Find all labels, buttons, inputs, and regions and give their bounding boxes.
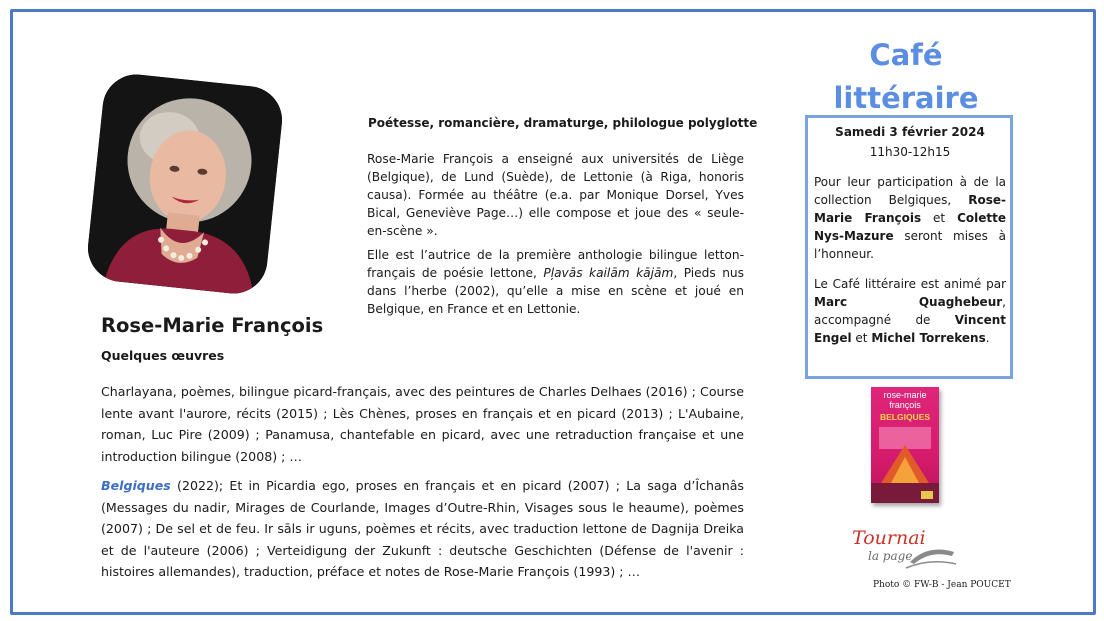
author-name: Rose-Marie François (101, 314, 324, 337)
event-participants (814, 173, 1006, 263)
logo-line2: la page (868, 549, 913, 563)
event-text: Pour leur participation à de la collection Belgiques, (814, 175, 1006, 207)
book-cover (871, 387, 939, 503)
logo-line1: Tournai (852, 527, 926, 549)
event-text: seront mises à l’honneur. (814, 229, 1006, 261)
bio-text: Elle est l’autrice de la première anthologie bilingue letton-français de poésie lettone, (367, 248, 744, 280)
host-name: Marc Quaghebeur (814, 295, 1003, 309)
book-author-line2: françois (889, 400, 921, 410)
author-bio (367, 150, 744, 324)
author-photo (85, 71, 286, 297)
book-cover-art (871, 387, 939, 503)
host-name: Michel Torrekens (871, 331, 986, 345)
works-paragraph-2 (101, 475, 744, 583)
participant-name: Rose-Marie François (814, 193, 1006, 225)
works-paragraph-1: Charlayana, poèmes, bilingue picard-français, avec des peintures de Charles Delhaes (2016) ; Course lente avant l'aurore, récits (2015) ; Lès Chènes, proses en français et en picard (2013) ; L'Aubaine, roman, Luc Pire (2009) ; Panamusa, chantefable en picard, avec une retraduction française et une introduction bilingue (2008) ; … (101, 384, 744, 464)
bio-paragraph-2 (367, 246, 744, 318)
host-name: Vincent Engel (814, 313, 1006, 345)
bio-paragraph-1: Rose-Marie François a enseigné aux universités de Liège (Belgique), de Lund (Suède), de Lettonie (à Riga, honoris causa). Formée au théâtre (e.a. par Monique Dorsel, Yves Bical, Geneviève Page…) elle compose et joue des « seule-en-scène ». (367, 152, 744, 238)
event-text: et (921, 211, 958, 225)
event-hosts (814, 275, 1006, 347)
participant-name: Colette Nys-Mazure (814, 211, 1006, 243)
works-text: (2022); Et in Picardia ego, proses en français et en picard (2007) ; La saga d’Îchanâs (Messages du nadir, Mirages de Courlande, Images d’Outre-Rhin, Visages sous le heaume), poèmes (2007) ; De sel et de feu. Ir sāls ir uguns, poèmes et récits, avec traduction lettone de Dagnija Dreika et de l'auteure (2006) ; Verteidigung der Zukunft : deutsche Geschichten (Défense de l'avenir : histoires allemandes), traduction, préface et notes de Rose-Marie François (1993) ; … (101, 478, 744, 579)
book-author-line1: rose-marie (883, 390, 927, 400)
event-title-line1: Café (869, 38, 943, 72)
book-title: BELGIQUES (879, 412, 931, 422)
event-text: , accompagné de (814, 295, 1006, 327)
event-info-box (805, 115, 1013, 379)
event-time: 11h30-12h15 (869, 145, 951, 159)
event-title (806, 34, 1006, 120)
logo-image (848, 522, 960, 574)
author-portrait-image (85, 71, 286, 297)
event-title-line2: littéraire (833, 81, 979, 115)
event-text: et (851, 331, 872, 345)
photo-credit: Photo © FW-B - Jean POUCET (873, 580, 1011, 590)
tournai-la-page-logo (848, 522, 960, 574)
author-subtitle: Poétesse, romancière, dramaturge, philologue polyglotte (368, 116, 758, 130)
anthology-title: Pļavās kailām kājām (543, 266, 674, 280)
belgiques-link[interactable]: Belgiques (101, 478, 171, 493)
event-text: Le Café littéraire est animé par (814, 277, 1006, 291)
works-heading: Quelques œuvres (101, 348, 225, 363)
event-text: . (985, 331, 990, 345)
works-list (101, 381, 744, 591)
event-date: Samedi 3 février 2024 (835, 125, 985, 139)
bio-text: , Pieds nus dans l’herbe (2002), qu’elle a mise en scène et joué en Belgique, en France et en Lettonie. (367, 266, 744, 316)
